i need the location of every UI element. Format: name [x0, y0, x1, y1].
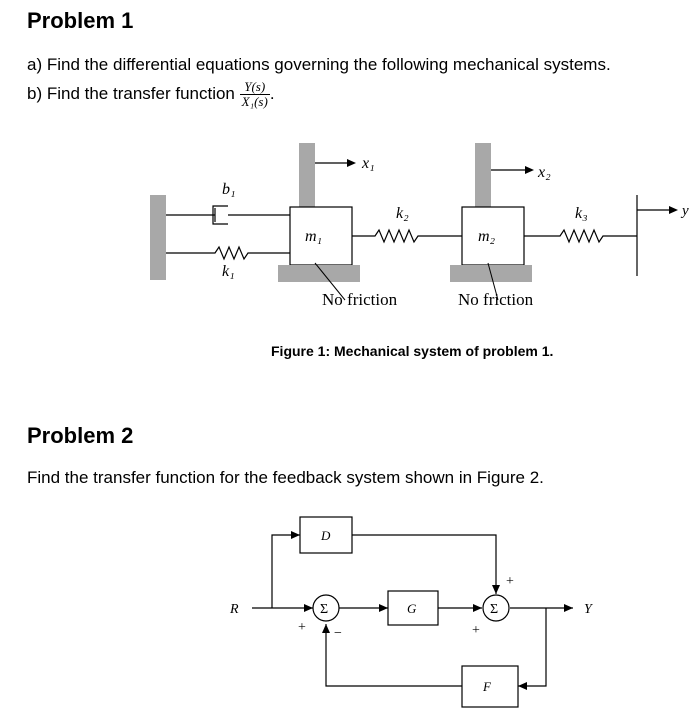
problem-2-text: Find the transfer function for the feedback system shown in Figure 2.	[27, 468, 544, 487]
problem-1-title: Problem 1	[27, 8, 134, 33]
label-x1: x₁	[362, 155, 375, 172]
spring-k1	[166, 247, 290, 259]
x1-arrowhead	[347, 159, 356, 167]
problem-1-item-a: a) Find the differential equations governing the following mechanical systems.	[27, 55, 611, 74]
sigma-1: Σ	[320, 602, 329, 617]
label-m1: m₁	[305, 228, 323, 245]
label-k3: k₃	[575, 205, 588, 222]
label-y: y	[682, 203, 689, 219]
output-to-f-line	[518, 608, 546, 686]
label-k1: k₁	[222, 263, 235, 280]
y-arrowhead	[669, 206, 678, 214]
label-m2: m₂	[478, 228, 496, 245]
x2-arrowhead	[525, 166, 534, 174]
label-g: G	[407, 601, 417, 616]
block-diagram	[0, 500, 700, 725]
label-no-friction-2: No friction	[458, 290, 534, 309]
sign-plus-1: +	[298, 620, 306, 635]
label-d: D	[321, 528, 331, 543]
mechanical-system-figure	[0, 135, 700, 335]
label-y-output: Y	[584, 602, 592, 617]
label-b1: b₁	[222, 181, 236, 198]
m2-post	[475, 143, 491, 207]
sign-plus-3: +	[472, 623, 480, 638]
f-to-sum1-line	[326, 624, 462, 686]
tf-suffix: .	[269, 83, 275, 103]
problem-1-item-b	[27, 80, 275, 109]
label-k2: k₂	[396, 205, 409, 222]
spring-k2	[352, 230, 462, 242]
label-x2: x₂	[538, 164, 551, 181]
transfer-function-fraction	[240, 80, 270, 109]
tf-denominator: X₁(s)	[241, 94, 268, 109]
sign-plus-2: +	[506, 574, 514, 589]
problem-1-item-b-text: b) Find the transfer function	[27, 83, 235, 103]
sign-minus-1: −	[334, 626, 342, 641]
branch-to-d-line	[272, 535, 300, 608]
sigma-2: Σ	[490, 602, 499, 617]
problem-2-title: Problem 2	[27, 423, 134, 448]
label-no-friction-1: No friction	[322, 290, 398, 309]
left-wall	[150, 195, 166, 280]
figure-1-caption: Figure 1: Mechanical system of problem 1.	[271, 343, 554, 359]
tf-numerator: Y(s)	[240, 80, 270, 95]
damper-b1	[166, 206, 290, 224]
spring-k3	[524, 230, 637, 242]
label-r: R	[230, 602, 239, 617]
m1-post	[299, 143, 315, 207]
d-to-sum2-line	[352, 535, 496, 594]
label-f: F	[483, 679, 491, 694]
